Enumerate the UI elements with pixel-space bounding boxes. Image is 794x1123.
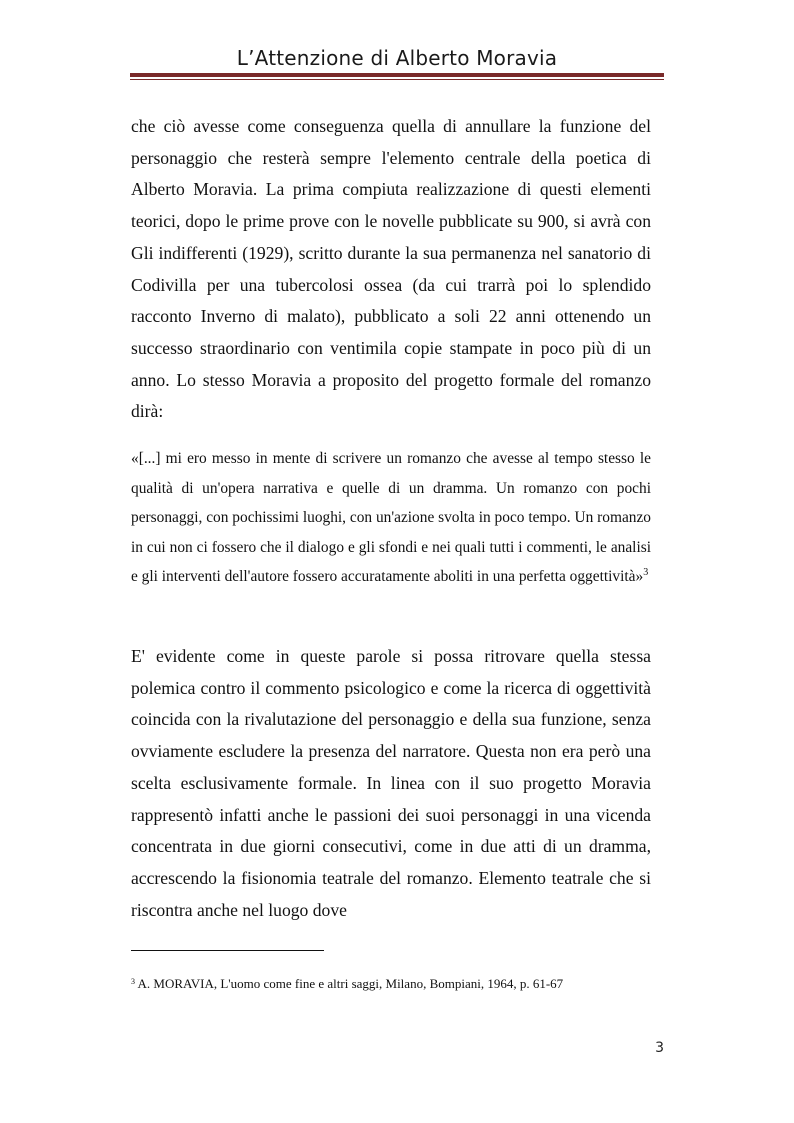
body-paragraph-1: che ciò avesse come conseguenza quella di annullare la funzione del personaggio che resterà sempre l'elemento centrale della poetica di Alberto Moravia. La prima compiuta realizzazione di questi elementi teorici, dopo le prime prove con le novelle pubblicate su 900, si avrà con Gli indifferenti (1929), scritto durante la sua permanenza nel sanatorio di Codivilla per una tubercolosi ossea (da cui trarrà poi lo splendido racconto Inverno di malato), pubblicato a soli 22 anni ottenendo un successo straordinario con ventimila copie stampate in poco più di un anno. Lo stesso Moravia a proposito del progetto formale del romanzo dirà: [131, 116, 651, 422]
footnote-number: 3 [131, 977, 135, 986]
running-header-title: L’Attenzione di Alberto Moravia [236, 46, 558, 70]
footnote-text: A. MORAVIA, L'uomo come fine e altri saggi, Milano, Bompiani, 1964, p. 61-67 [135, 976, 564, 991]
page-number: 3 [655, 1040, 664, 1056]
header-rule-thick [130, 73, 664, 77]
footnote [131, 976, 563, 992]
header-rule-thin [130, 79, 664, 80]
footnote-reference[interactable]: 3 [643, 567, 649, 579]
block-quote [131, 444, 651, 592]
body-paragraph-2: E' evidente come in queste parole si possa ritrovare quella stessa polemica contro il commento psicologico e come la ricerca di oggettività coincida con la rivalutazione del personaggio e della sua funzione, senza ovviamente escludere la presenza del narratore. Questa non era però una scelta esclusivamente formale. In linea con il suo progetto Moravia rappresentò infatti anche le passioni dei suoi personaggi in una vicenda concentrata in due giorni consecutivi, come in due atti di un dramma, accrescendo la fisionomia teatrale del romanzo. Elemento teatrale che si riscontra anche nel luogo dove [131, 646, 651, 920]
footnote-separator [131, 950, 324, 951]
block-quote-text: «[...] mi ero messo in mente di scrivere un romanzo che avesse al tempo stesso le qualità di un'opera narrativa e quelle di un dramma. Un romanzo con pochi personaggi, con pochissimi luoghi, con un'azione svolta in poco tempo. Un romanzo in cui non ci fossero che il dialogo e gli sfondi e nei quali tutti i commenti, le analisi e gli interventi dell'autore fossero accuratamente aboliti in una perfetta oggettività» [131, 450, 651, 586]
